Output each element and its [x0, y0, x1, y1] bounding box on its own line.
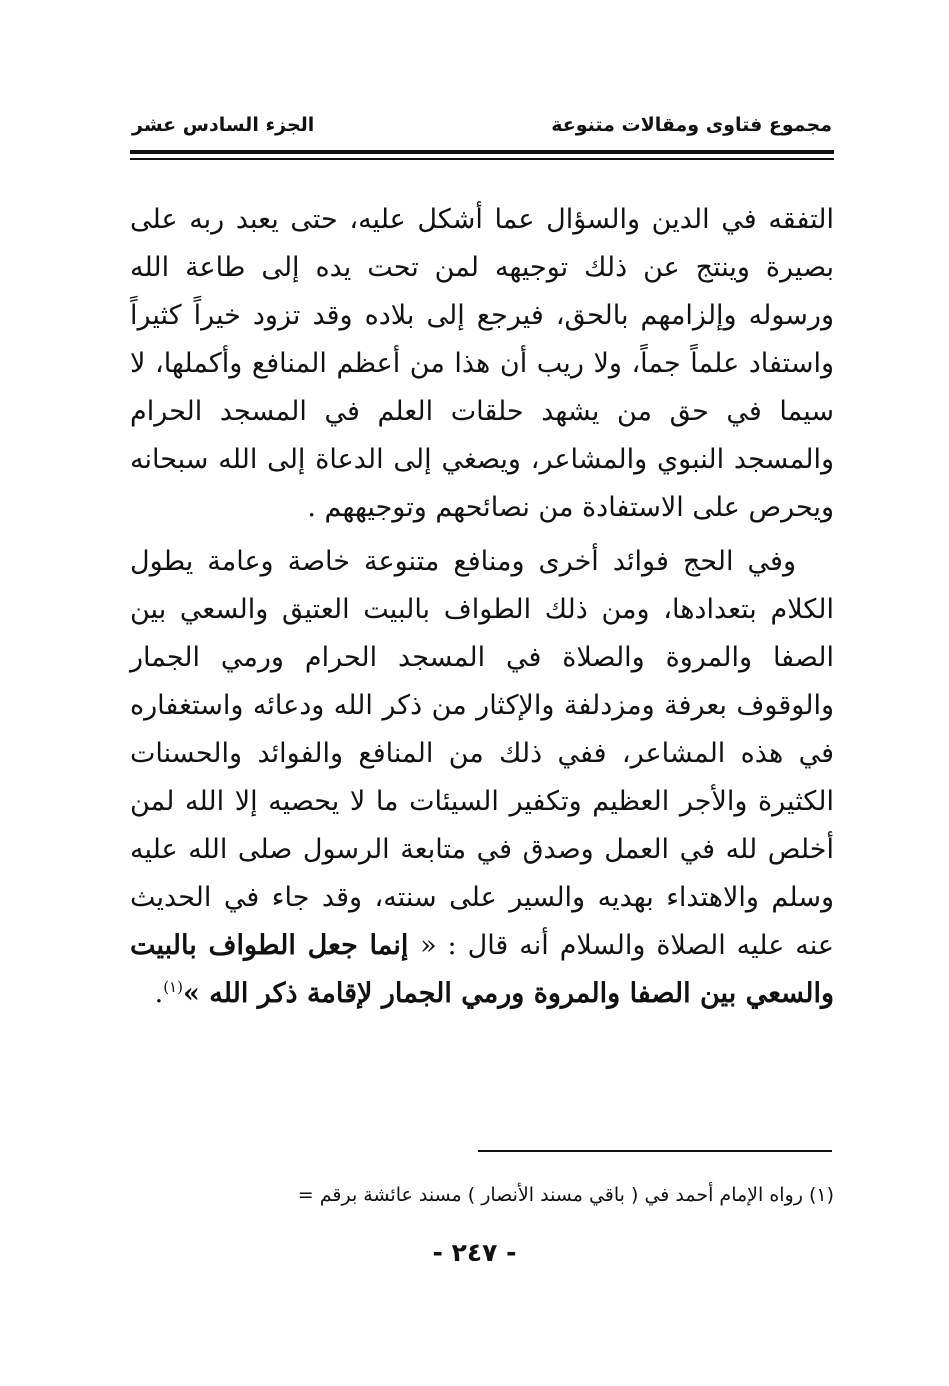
paragraph-2 [130, 538, 834, 1018]
footnote-divider [478, 1150, 832, 1152]
header-rule-thin [130, 158, 834, 160]
header-rule-thick [130, 150, 834, 154]
footnote: (١) رواه الإمام أحمد في ( باقي مسند الأنصار ) مسند عائشة برقم = [297, 1184, 834, 1206]
paragraph-1: التفقه في الدين والسؤال عما أشكل عليه، حتى يعبد ربه على بصيرة وينتج عن ذلك توجيهه لمن تحت يده إلى طاعة الله ورسوله وإلزامهم بالحق، فيرجع إلى بلاده وقد تزود خيراً كثيراً واستفاد علماً جماً، ولا ريب أن هذا من أعظم المنافع وأكملها، لا سيما في حق من يشهد حلقات العلم في المسجد الحرام والمسجد النبوي والمشاعر، ويصغي إلى الدعاة إلى الله سبحانه ويحرص على الاستفادة من نصائحهم وتوجيههم . [130, 204, 834, 523]
hadith-quote: إنما جعل الطواف بالبيت والسعي بين الصفا والمروة ورمي الجمار لإقامة ذكر الله » [130, 930, 834, 1009]
book-title: مجموع فتاوى ومقالات متنوعة [551, 114, 832, 136]
body-text [130, 196, 834, 1018]
paragraph-2-text: وفي الحج فوائد أخرى ومنافع متنوعة خاصة وعامة يطول الكلام بتعدادها، ومن ذلك الطواف بالبيت العتيق والسعي بين الصفا والمروة والصلاة في المسجد الحرام ورمي الجمار والوقوف بعرفة ومزدلفة والإكثار من ذكر الله ودعائه واستغفاره في هذه المشاعر، ففي ذلك من المنافع والفوائد والحسنات الكثيرة والأجر العظيم وتكفير السيئات ما لا يحصيه إلا الله لمن أخلص لله في العمل وصدق في متابعة الرسول صلى الله عليه وسلم والاهتداء بهديه والسير على سنته، وقد جاء في الحديث عنه عليه الصلاة والسلام أنه قال : « [130, 546, 834, 961]
paragraph-2-end: . [154, 978, 164, 1009]
footnote-marker: (١) [163, 978, 183, 996]
page-number: - ٢٤٧ - [432, 1238, 517, 1267]
volume-label: الجزء السادس عشر [132, 114, 315, 136]
running-header [132, 108, 832, 144]
